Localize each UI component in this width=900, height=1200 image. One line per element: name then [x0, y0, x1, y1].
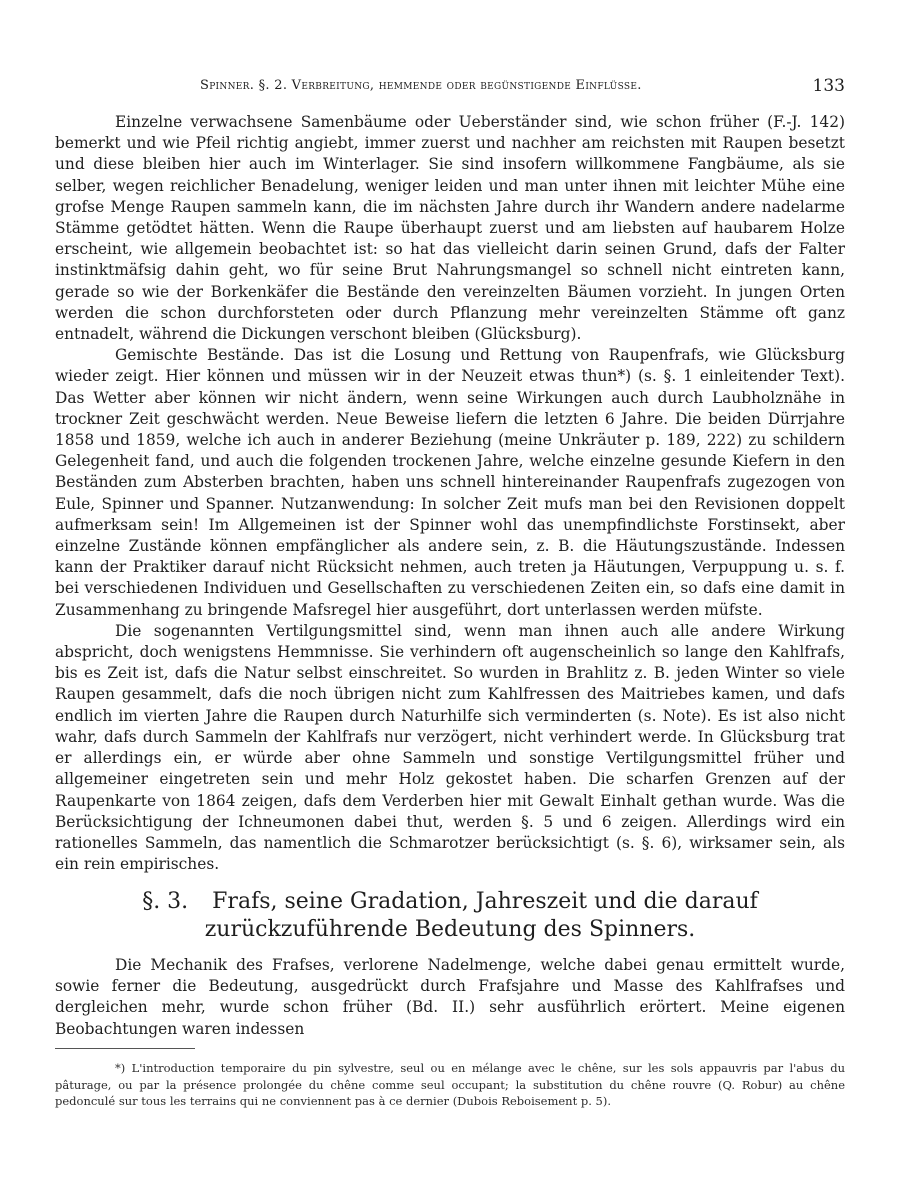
section-heading — [55, 888, 845, 944]
paragraph-gemischte-bestaende: Gemischte Bestände. Das ist die Losung und Rettung von Raupenfrafs, wie Glücksburg wieder zeigt. Hier können und müssen wir in der Neuzeit etwas thun*) (s. §. 1 einleitender Text). Das Wetter aber können wir nicht ändern, wenn seine Wirkungen auch durch Laubholznähe in trockner Zeit geschwächt werden. Neue Beweise liefern die letzten 6 Jahre. Die beiden Dürrjahre 1858 und 1859, welche ich auch in anderer Beziehung (meine Unkräuter p. 189, 222) zu schildern Gelegenheit fand, und auch die folgenden trockenen Jahre, welche einzelne gesunde Kiefern in den Beständen zum Absterben brachten, haben uns schnell hintereinander Raupenfrafs zugezogen von Eule, Spinner und Spanner. Nutzanwendung: In solcher Zeit mufs man bei den Revisionen doppelt aufmerksam sein! Im Allgemeinen ist der Spinner wohl das unempfindlichste Forstinsekt, aber einzelne Zustände können empfänglicher als andere sein, z. B. die Häutungszustände. Indessen kann der Praktiker darauf nicht Rücksicht nehmen, auch treten ja Häutungen, Verpuppung u. s. f. bei verschiedenen Individuen und Gesellschaften zu verschiedenen Zeiten ein, so dafs eine damit in Zusammenhang zu bringende Mafsregel hier ausgeführt, dort unterlassen werden müfste. — [55, 346, 845, 619]
footnote-rule — [55, 1048, 195, 1049]
footnote-text: *) L'introduction temporaire du pin sylvestre, seul ou en mélange avec le chêne, sur les sols appauvris par l'abus du pâturage, ou par la présence prolongée du chêne comme seul occupant; la substitution du chêne rouvre (Q. Robur) au chêne pedonculé sur tous les terrains qui ne conviennent pas à ce dernier (Dubois Reboisement p. 5). — [55, 1061, 845, 1108]
page-number: 133 — [812, 76, 845, 96]
paragraph-samenbaeume: Einzelne verwachsene Samenbäume oder Ueberständer sind, wie schon früher (F.-J. 142) bemerkt und wie Pfeil richtig angiebt, immer zuerst und nachher am reichsten mit Raupen besetzt und diese bleiben hier auch im Winterlager. Sie sind insofern willkommene Fangbäume, als sie selber, wegen reichlicher Benadelung, weniger leiden und man unter ihnen mit leichter Mühe eine grofse Menge Raupen sammeln kann, die im nächsten Jahre durch ihr Wandern andere nadelarme Stämme getödtet hätten. Wenn die Raupe überhaupt zuerst und am liebsten auf haubarem Holze erscheint, wie allgemein beobachtet ist: so hat das vielleicht darin seinen Grund, dafs der Falter instinktmäfsig dahin geht, wo für seine Brut Nahrungsmangel so schnell nicht eintreten kann, gerade so wie der Borkenkäfer die Bestände den vereinzelten Bäumen vorzieht. In jungen Orten werden die schon durchforsteten oder durch Pflanzung mehr vereinzelten Stämme oft ganz entnadelt, während die Dickungen verschont bleiben (Glücksburg). — [55, 113, 845, 344]
running-head — [110, 78, 845, 100]
section-title: Frafs, seine Gradation, Jahreszeit und die darauf zurückzuführende Bedeutung des Spinners. — [204, 889, 758, 942]
footnote — [55, 1060, 845, 1110]
body-text — [55, 112, 845, 875]
paragraph-mechanik: Die Mechanik des Frafses, verlorene Nadelmenge, welche dabei genau ermittelt wurde, sowie ferner die Bedeutung, ausgedrückt durch Frafsjahre und Masse des Kahlfrafses und dergleichen mehr, wurde schon früher (Bd. II.) sehr ausführlich erörtert. Meine eigenen Beobachtungen waren indessen — [55, 956, 845, 1038]
paragraph-vertilgungsmittel: Die sogenannten Vertilgungsmittel sind, wenn man ihnen auch alle andere Wirkung abspricht, doch wenigstens Hemmnisse. Sie verhindern oft augenscheinlich so lange den Kahlfrafs, bis es Zeit ist, dafs die Natur selbst einschreitet. So wurden in Brahlitz z. B. jeden Winter so viele Raupen gesammelt, dafs die noch übrigen nicht zum Kahlfressen des Maitriebes kamen, und dafs endlich im vierten Jahre die Raupen durch Naturhilfe sich verminderten (s. Note). Es ist also nicht wahr, dafs durch Sammeln der Kahlfrafs nur verzögert, nicht verhindert werde. In Glücksburg trat er allerdings ein, er würde aber ohne Sammeln und sonstige Vertilgungsmittel früher und allgemeiner eingetreten sein und mehr Holz gekostet haben. Die scharfen Grenzen auf der Raupenkarte von 1864 zeigen, dafs dem Verderben hier mit Gewalt Einhalt gethan wurde. Was die Berücksichtigung der Ichneumonen dabei thut, werden §. 5 und 6 zeigen. Allerdings wird ein rationelles Sammeln, das namentlich die Schmarotzer berücksichtigt (s. §. 6), wirksamer sein, als ein rein empirisches. — [55, 621, 845, 874]
running-title: Spinner. §. 2. Verbreitung, hemmende oder begünstigende Einflüsse. — [200, 78, 642, 93]
section-number: §. 3. — [142, 889, 189, 914]
section-text — [55, 955, 845, 1040]
